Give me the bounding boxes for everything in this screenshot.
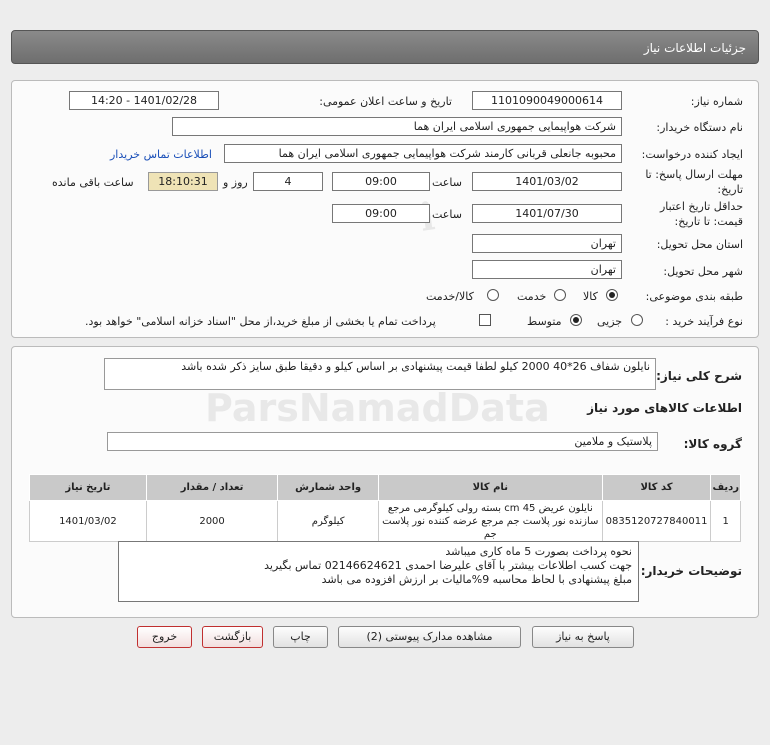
city-label: شهر محل تحویل: (663, 265, 743, 278)
need-number-label: شماره نیاز: (690, 95, 743, 108)
cell-quantity: 2000 (146, 501, 278, 542)
table-row (30, 501, 741, 542)
deadline-label-2: تاریخ: (717, 183, 743, 196)
requester-field: محبوبه جانعلی قربانی کارمند شرکت هواپیمایی جمهوری اسلامی ایران هما (224, 144, 622, 163)
remaining-time-field: 18:10:31 (148, 172, 218, 191)
treasury-payment-note: پرداخت تمام یا بخشی از مبلغ خرید،از محل "اسناد خزانه اسلامی" خواهد بود. (85, 315, 436, 328)
header-quantity: تعداد / مقدار (146, 475, 278, 501)
cell-need-date: 1401/03/02 (30, 501, 147, 542)
province-field: تهران (472, 234, 622, 253)
process-radio-medium[interactable] (570, 314, 582, 326)
announce-field: 1401/02/28 - 14:20 (69, 91, 219, 110)
remaining-label: ساعت باقی مانده (52, 176, 134, 189)
validity-time-label: ساعت (432, 208, 462, 221)
print-button[interactable]: چاپ (273, 626, 328, 648)
buyer-notes-label: توضیحات خریدار: (640, 564, 742, 578)
cell-unit: کیلوگرم (278, 501, 379, 542)
days-and-label: روز و (223, 176, 248, 189)
province-label: استان محل تحویل: (656, 238, 743, 251)
process-radio-minor[interactable] (631, 314, 643, 326)
validity-label-2: قیمت: تا تاریخ: (674, 215, 743, 228)
requester-label: ایجاد کننده درخواست: (641, 148, 743, 161)
goods-group-label: گروه کالا: (683, 437, 742, 451)
deadline-time-label: ساعت (432, 176, 462, 189)
cell-goods-name: نایلون عریض cm 45 بسته رولی کیلوگرمی مرجع سازنده نور پلاست جم مرجع عرضه کننده نور پلاست جم (378, 501, 602, 542)
cell-goods-code: 0835120727840011 (602, 501, 711, 542)
category-radio-goods-service[interactable] (487, 289, 499, 301)
buyer-note-line: مبلغ پیشنهادی با لحاظ محاسبه 9%مالیات بر ارزش افزوده می باشد (321, 573, 632, 586)
city-field: تهران (472, 260, 622, 279)
deadline-time-field: 09:00 (332, 172, 430, 191)
announce-label: تاریخ و ساعت اعلان عمومی: (319, 95, 452, 108)
page-title-bar (11, 30, 759, 64)
validity-date-field: 1401/07/30 (472, 204, 622, 223)
category-option-goods: کالا (583, 290, 598, 303)
page-title: جزئیات اطلاعات نیاز (643, 41, 746, 55)
header-need-date: تاریخ نیاز (30, 475, 147, 501)
buyer-note-line: جهت کسب اطلاعات بیشتر با آقای علیرضا احمدی 02146624621 تماس بگیرید (264, 559, 632, 572)
header-goods-name: نام کالا (378, 475, 602, 501)
need-number-field: 1101090049000614 (472, 91, 622, 110)
goods-group-field: پلاستیک و ملامین (107, 432, 658, 451)
exit-button[interactable]: خروج (137, 626, 192, 648)
buyer-org-label: نام دستگاه خریدار: (656, 121, 743, 134)
category-option-goods-service: کالا/خدمت (426, 290, 474, 303)
header-row-number: ردیف (711, 475, 741, 501)
goods-info-title: اطلاعات کالاهای مورد نیاز (587, 401, 742, 415)
buyer-contact-link[interactable]: اطلاعات تماس خریدار (110, 148, 212, 161)
need-summary-label: شرح کلی نیاز: (656, 369, 742, 383)
header-goods-code: کد کالا (602, 475, 711, 501)
buyer-org-field: شرکت هواپیمایی جمهوری اسلامی ایران هما (172, 117, 622, 136)
category-option-service: خدمت (517, 290, 547, 303)
validity-time-field: 09:00 (332, 204, 430, 223)
buyer-note-line: نحوه پرداخت بصورت 5 ماه کاری میباشد (445, 545, 632, 558)
category-radio-goods[interactable] (606, 289, 618, 301)
process-option-medium: متوسط (527, 315, 562, 328)
deadline-label-1: مهلت ارسال پاسخ: تا (645, 168, 743, 181)
attachments-button[interactable]: مشاهده مدارک پیوستی (2) (338, 626, 521, 648)
deadline-date-field: 1401/03/02 (472, 172, 622, 191)
category-radio-service[interactable] (554, 289, 566, 301)
validity-label-1: حداقل تاریخ اعتبار (659, 200, 743, 213)
reply-button[interactable]: پاسخ به نیاز (532, 626, 634, 648)
process-option-minor: جزیی (597, 315, 623, 328)
goods-table (29, 474, 741, 542)
process-label: نوع فرآیند خرید : (665, 315, 743, 328)
buyer-notes-box (118, 541, 639, 602)
treasury-payment-checkbox[interactable] (479, 314, 491, 326)
header-unit: واحد شمارش (278, 475, 379, 501)
goods-table-header (30, 475, 741, 501)
cell-row-number: 1 (711, 501, 741, 542)
days-remaining-field: 4 (253, 172, 323, 191)
need-summary-field: نایلون شفاف 26*40 2000 کیلو لطفا قیمت پیشنهادی بر اساس کیلو و دقیقا طبق سایز ذکر شده باشد (104, 358, 656, 390)
back-button[interactable]: بازگشت (202, 626, 263, 648)
category-label: طبقه بندی موضوعی: (645, 290, 743, 303)
